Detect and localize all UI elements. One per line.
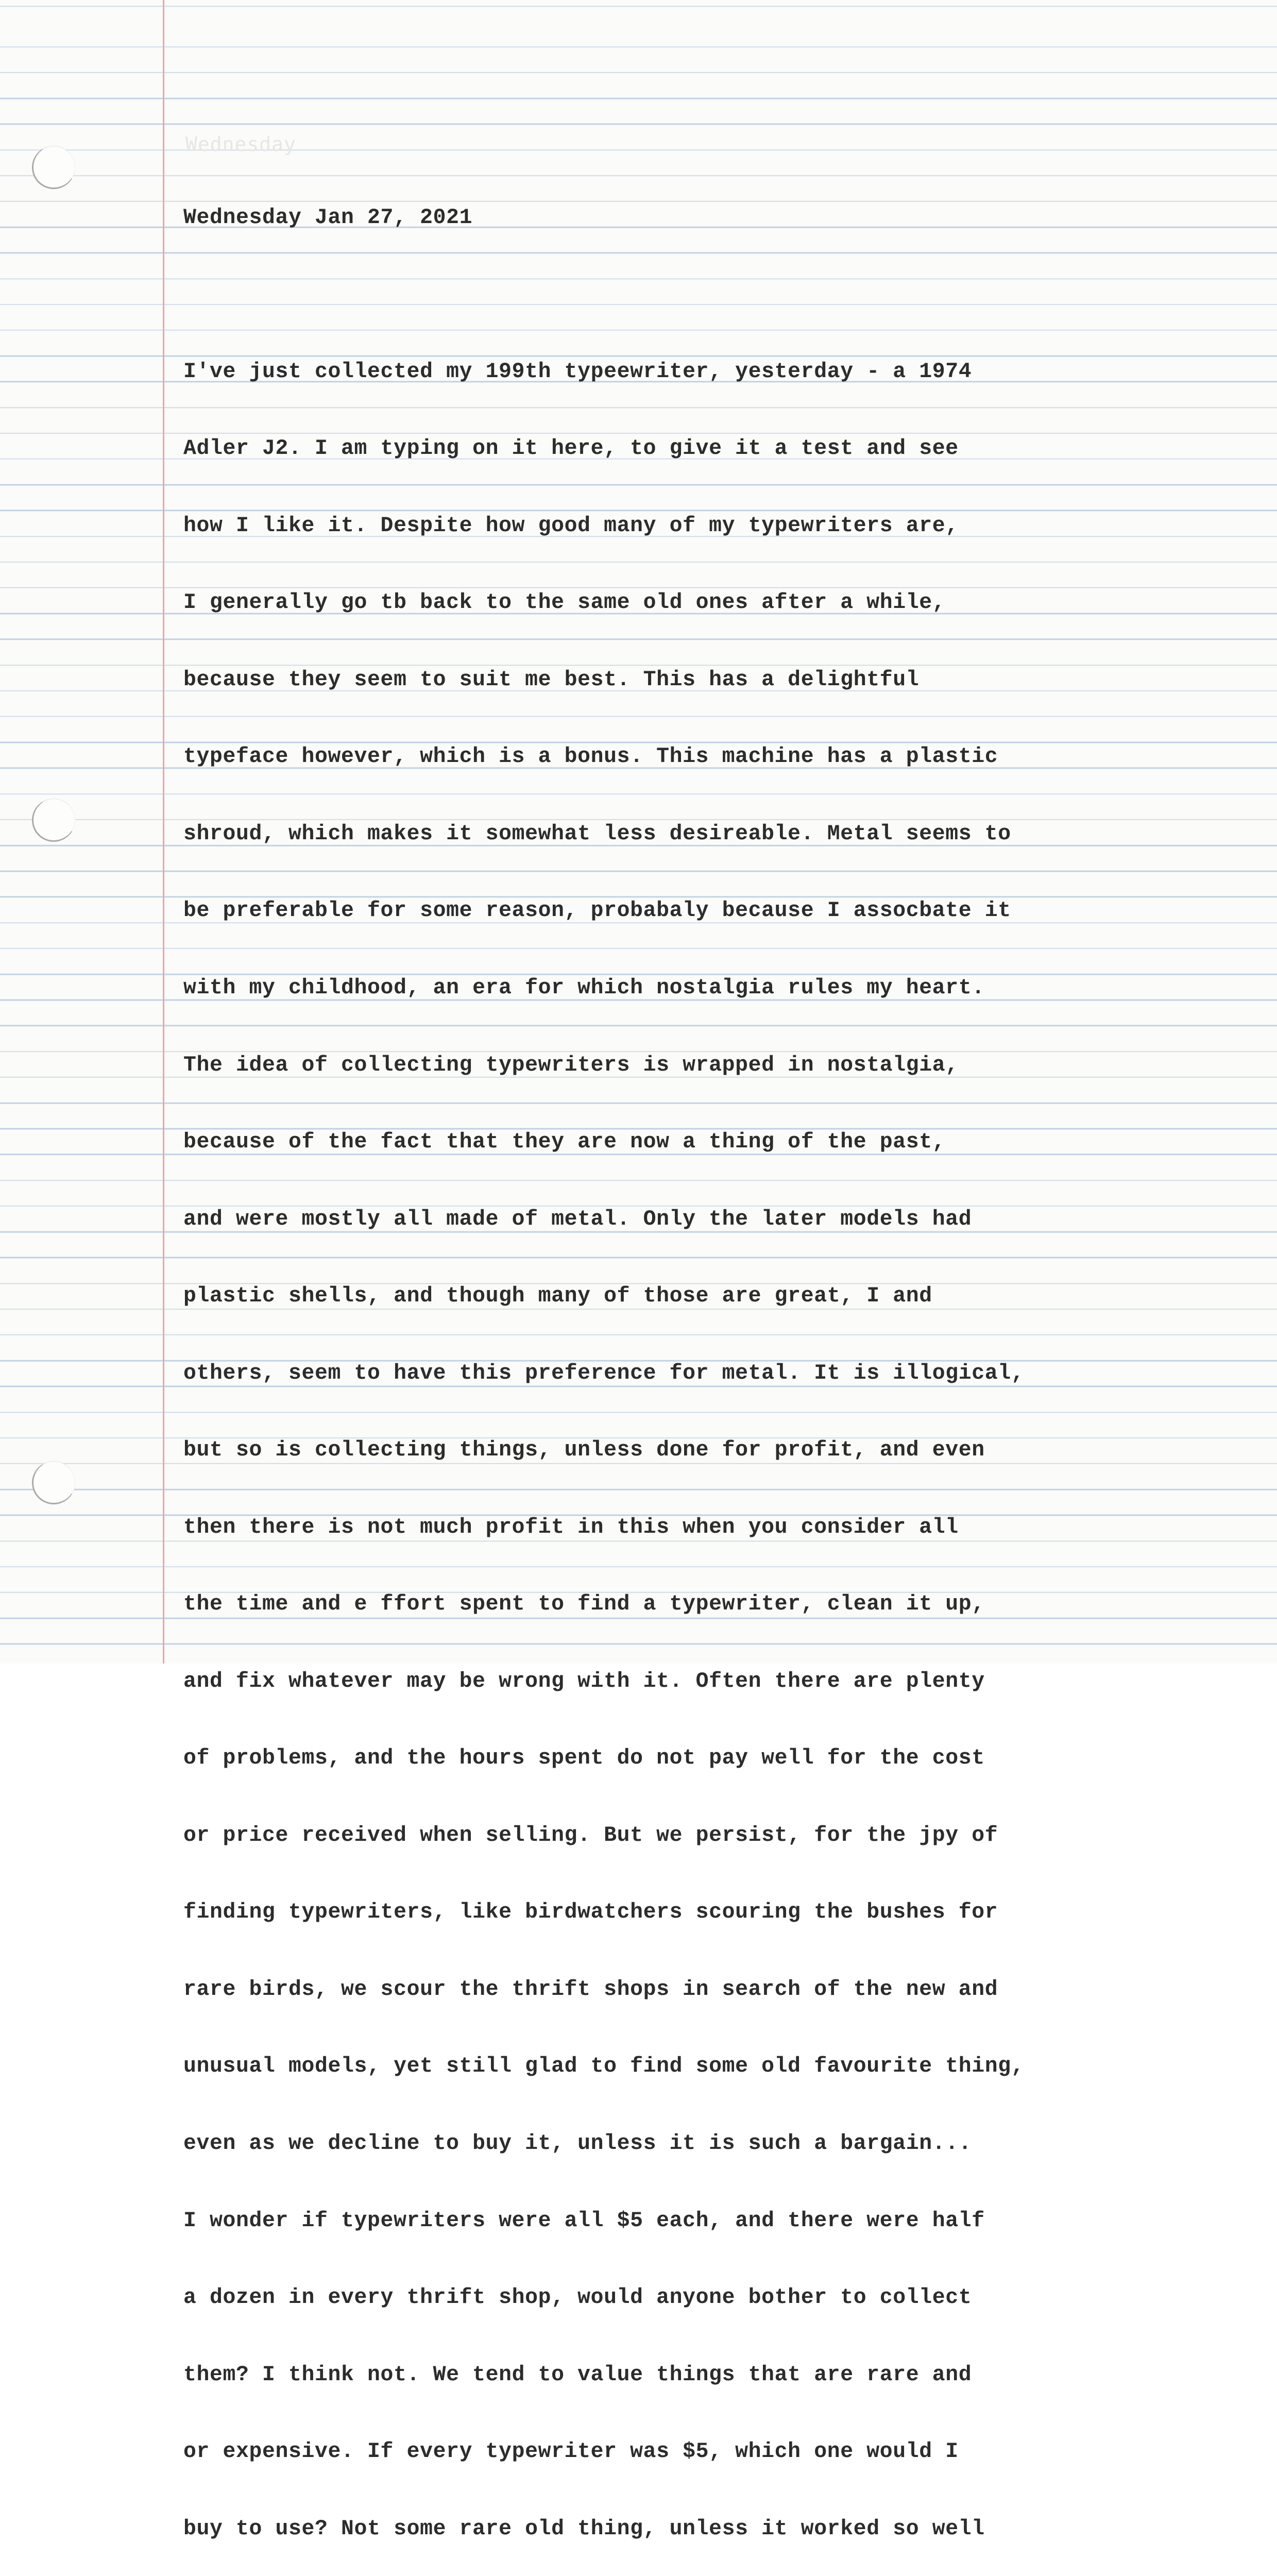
text-line: The idea of collecting typewriters is wrapped in nostalgia, bbox=[183, 1053, 959, 1077]
text-line: I wonder if typewriters were all $5 each, and there were half bbox=[183, 2208, 985, 2233]
text-line: them? I think not. We tend to value things that are rare and bbox=[183, 2362, 972, 2387]
text-line: a dozen in every thrift shop, would anyone bother to collect bbox=[183, 2285, 972, 2310]
punch-hole-bottom bbox=[32, 1461, 75, 1504]
text-line: plastic shells, and though many of those are great, I and bbox=[183, 1284, 932, 1309]
text-line: others, seem to have this preference for metal. It is illogical, bbox=[183, 1361, 1025, 1385]
text-line: be preferable for some reason, probabaly because I assocbate it bbox=[183, 899, 1011, 923]
text-line: the time and e ffort spent to find a typewriter, clean it up, bbox=[183, 1592, 985, 1617]
text-line: with my childhood, an era for which nostalgia rules my heart. bbox=[183, 976, 985, 1000]
margin-line bbox=[163, 0, 164, 1664]
text-line: Adler J2. I am typing on it here, to give it a test and see bbox=[183, 436, 959, 461]
text-line: typeface however, which is a bonus. This machine has a plastic bbox=[183, 744, 998, 769]
text-line: unusual models, yet still glad to find some old favourite thing, bbox=[183, 2054, 1025, 2079]
punch-hole-middle bbox=[32, 799, 75, 842]
text-line: even as we decline to buy it, unless it is such a bargain... bbox=[183, 2131, 972, 2156]
text-line: because of the fact that they are now a thing of the past, bbox=[183, 1130, 946, 1155]
text-line: because they seem to suit me best. This has a delightful bbox=[183, 667, 920, 692]
text-line: I've just collected my 199th typeewriter, yesterday - a 1974 bbox=[183, 359, 972, 384]
text-line: rare birds, we scour the thrift shops in search of the new and bbox=[183, 1977, 998, 2002]
text-line: finding typewriters, like birdwatchers scouring the bushes for bbox=[183, 1900, 998, 1925]
text-line: I generally go tb back to the same old ones after a while, bbox=[183, 590, 946, 615]
text-line: but so is collecting things, unless done for profit, and even bbox=[183, 1438, 985, 1463]
text-line: and fix whatever may be wrong with it. Often there are plenty bbox=[183, 1669, 985, 1693]
entry-date: Wednesday Jan 27, 2021 bbox=[183, 205, 473, 230]
text-line: or price received when selling. But we persist, for the jpy of bbox=[183, 1823, 998, 1848]
text-line: buy to use? Not some rare old thing, unless it worked so well bbox=[183, 2516, 985, 2541]
text-line: how I like it. Despite how good many of my typewriters are, bbox=[183, 513, 959, 538]
body-text bbox=[183, 308, 1255, 2576]
text-line: shroud, which makes it somewhat less desireable. Metal seems to bbox=[183, 821, 1011, 846]
text-line: of problems, and the hours spent do not pay well for the cost bbox=[183, 1746, 985, 1771]
text-line: then there is not much profit in this when you consider all bbox=[183, 1515, 959, 1539]
punch-hole-top bbox=[32, 146, 75, 189]
text-line: or expensive. If every typewriter was $5, which one would I bbox=[183, 2439, 959, 2464]
faint-strikeover-text: Wednesday bbox=[185, 133, 296, 156]
typed-text bbox=[183, 154, 1255, 2576]
text-line: and were mostly all made of metal. Only the later models had bbox=[183, 1207, 972, 1231]
